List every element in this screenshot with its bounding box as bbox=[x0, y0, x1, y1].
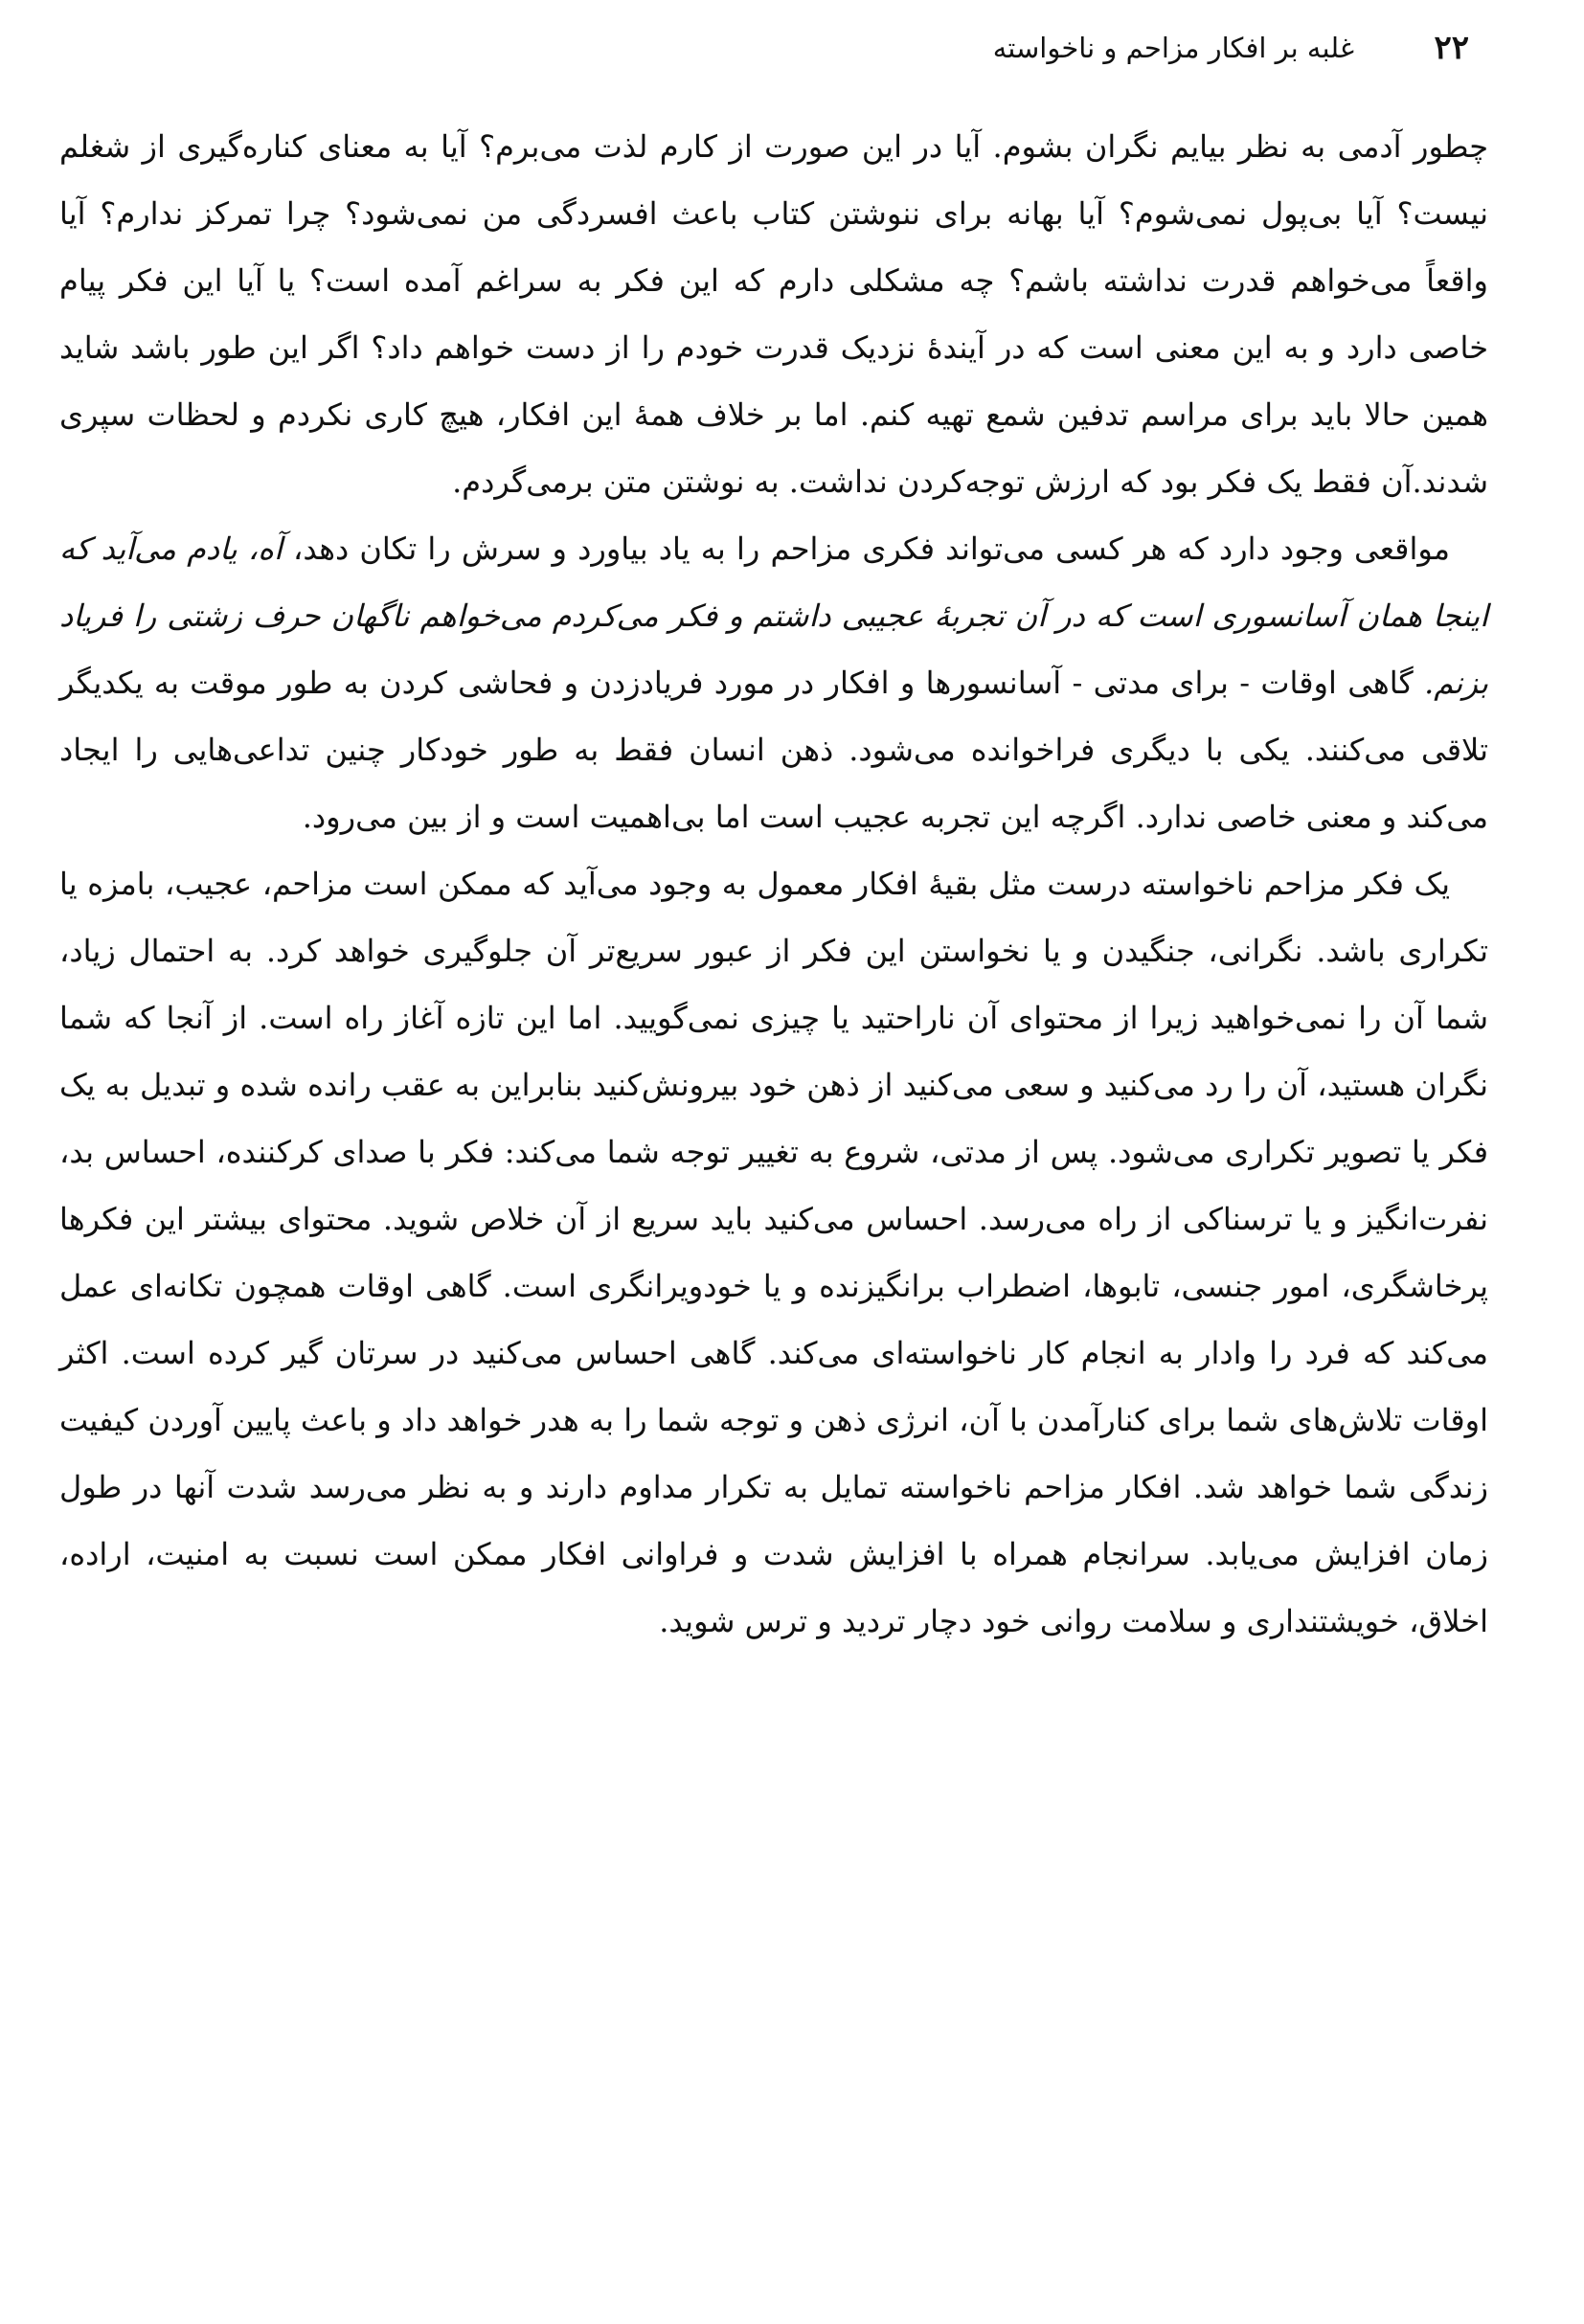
paragraph-2 bbox=[59, 515, 1488, 850]
paragraph-2-text-continued: گاهی اوقات - برای مدتی - آسانسورها و افکار در مورد فریادزدن و فحاشی کردن به طور موقت به یکدیگر تلاقی می‌کنند. یکی با دیگری فراخوانده می‌شود. ذهن انسان فقط به طور خودکار چنین تداعی‌هایی را ایجاد می‌کند و معنی خاصی ندارد. اگرچه این تجربه عجیب است اما بی‌اهمیت است و از بین می‌رود. bbox=[59, 665, 1488, 835]
paragraph-3: یک فکر مزاحم ناخواسته درست مثل بقیهٔ افکار معمول به وجود می‌آید که ممکن است مزاحم، عجیب، بامزه یا تکراری باشد. نگرانی، جنگیدن و یا نخواستن این فکر از عبور سریع‌تر آن جلوگیری خواهد کرد. به احتمال زیاد، شما آن را نمی‌خواهید زیرا از محتوای آن ناراحتید یا چیزی نمی‌گویید. اما این تازه آغاز راه است. از آنجا که شما نگران هستید، آن را رد می‌کنید و سعی می‌کنید از ذهن خود بیرونش‌کنید بنابراین به عقب رانده شده و تبدیل به یک فکر یا تصویر تکراری می‌شود. پس از مدتی، شروع به تغییر توجه شما می‌کند: فکر با صدای کرکننده، احساس بد، نفرت‌انگیز و یا ترسناکی از راه می‌رسد. احساس می‌کنید باید سریع از آن خلاص شوید. محتوای بیشتر این فکرها پرخاشگری، امور جنسی، تابوها، اضطراب برانگیزنده و یا خودویرانگری است. گاهی اوقات همچون تکانه‌ای عمل می‌کند که فرد را وادار به انجام کار ناخواسته‌ای می‌کند. گاهی احساس می‌کنید در سرتان گیر کرده است. اکثر اوقات تلاش‌های شما برای کنارآمدن با آن، انرژی ذهن و توجه شما را به هدر خواهد داد و باعث پایین آوردن کیفیت زندگی شما خواهد شد. افکار مزاحم ناخواسته تمایل به تکرار مداوم دارند و به نظر می‌رسد شدت آنها در طول زمان افزایش می‌یابد. سرانجام همراه با افزایش شدت و فراوانی افکار ممکن است نسبت به امنیت، اراده، اخلاق، خویشتنداری و سلامت روانی خود دچار تردید و ترس شوید. bbox=[59, 866, 1489, 1639]
body-text bbox=[59, 113, 1488, 1655]
running-title: غلبه بر افکار مزاحم و ناخواسته bbox=[992, 32, 1354, 64]
page-number: ۲۲ bbox=[1434, 29, 1469, 67]
running-head bbox=[115, 29, 1469, 67]
paragraph-1: چطور آدمی به نظر بیایم نگران بشوم. آیا در این صورت از کارم لذت می‌برم؟ آیا به معنای کناره‌گیری از شغلم نیست؟ آیا بی‌پول نمی‌شوم؟ آیا بهانه برای ننوشتن کتاب باعث افسردگی من نمی‌شود؟ چرا تمرکز ندارم؟ آیا واقعاً می‌خواهم قدرت نداشته باشم؟ چه مشکلی دارم که این فکر به سراغم آمده است؟ یا آیا این فکر پیام خاصی دارد و به این معنی است که در آیندهٔ نزدیک قدرت خودم را از دست خواهم داد؟ اگر این طور باشد شاید همین حالا باید برای مراسم تدفین شمع تهیه کنم. اما بر خلاف همهٔ این افکار، هیچ کاری نکردم و لحظات سپری شدند.آن فقط یک فکر بود که ارزش توجه‌کردن نداشت. به نوشتن متن برمی‌گردم. bbox=[59, 128, 1489, 500]
paragraph-2-italic-quote: آه، یادم می‌آید که اینجا همان آسانسوری است که در آن تجربهٔ عجیبی داشتم و فکر می‌کردم می‌خواهم ناگهان حرف زشتی را فریاد بزنم. bbox=[59, 530, 1489, 701]
paragraph-2-text: مواقعی وجود دارد که هر کسی می‌تواند فکری مزاحم را به یاد بیاورد و سرش را تکان دهد، bbox=[293, 530, 1451, 567]
